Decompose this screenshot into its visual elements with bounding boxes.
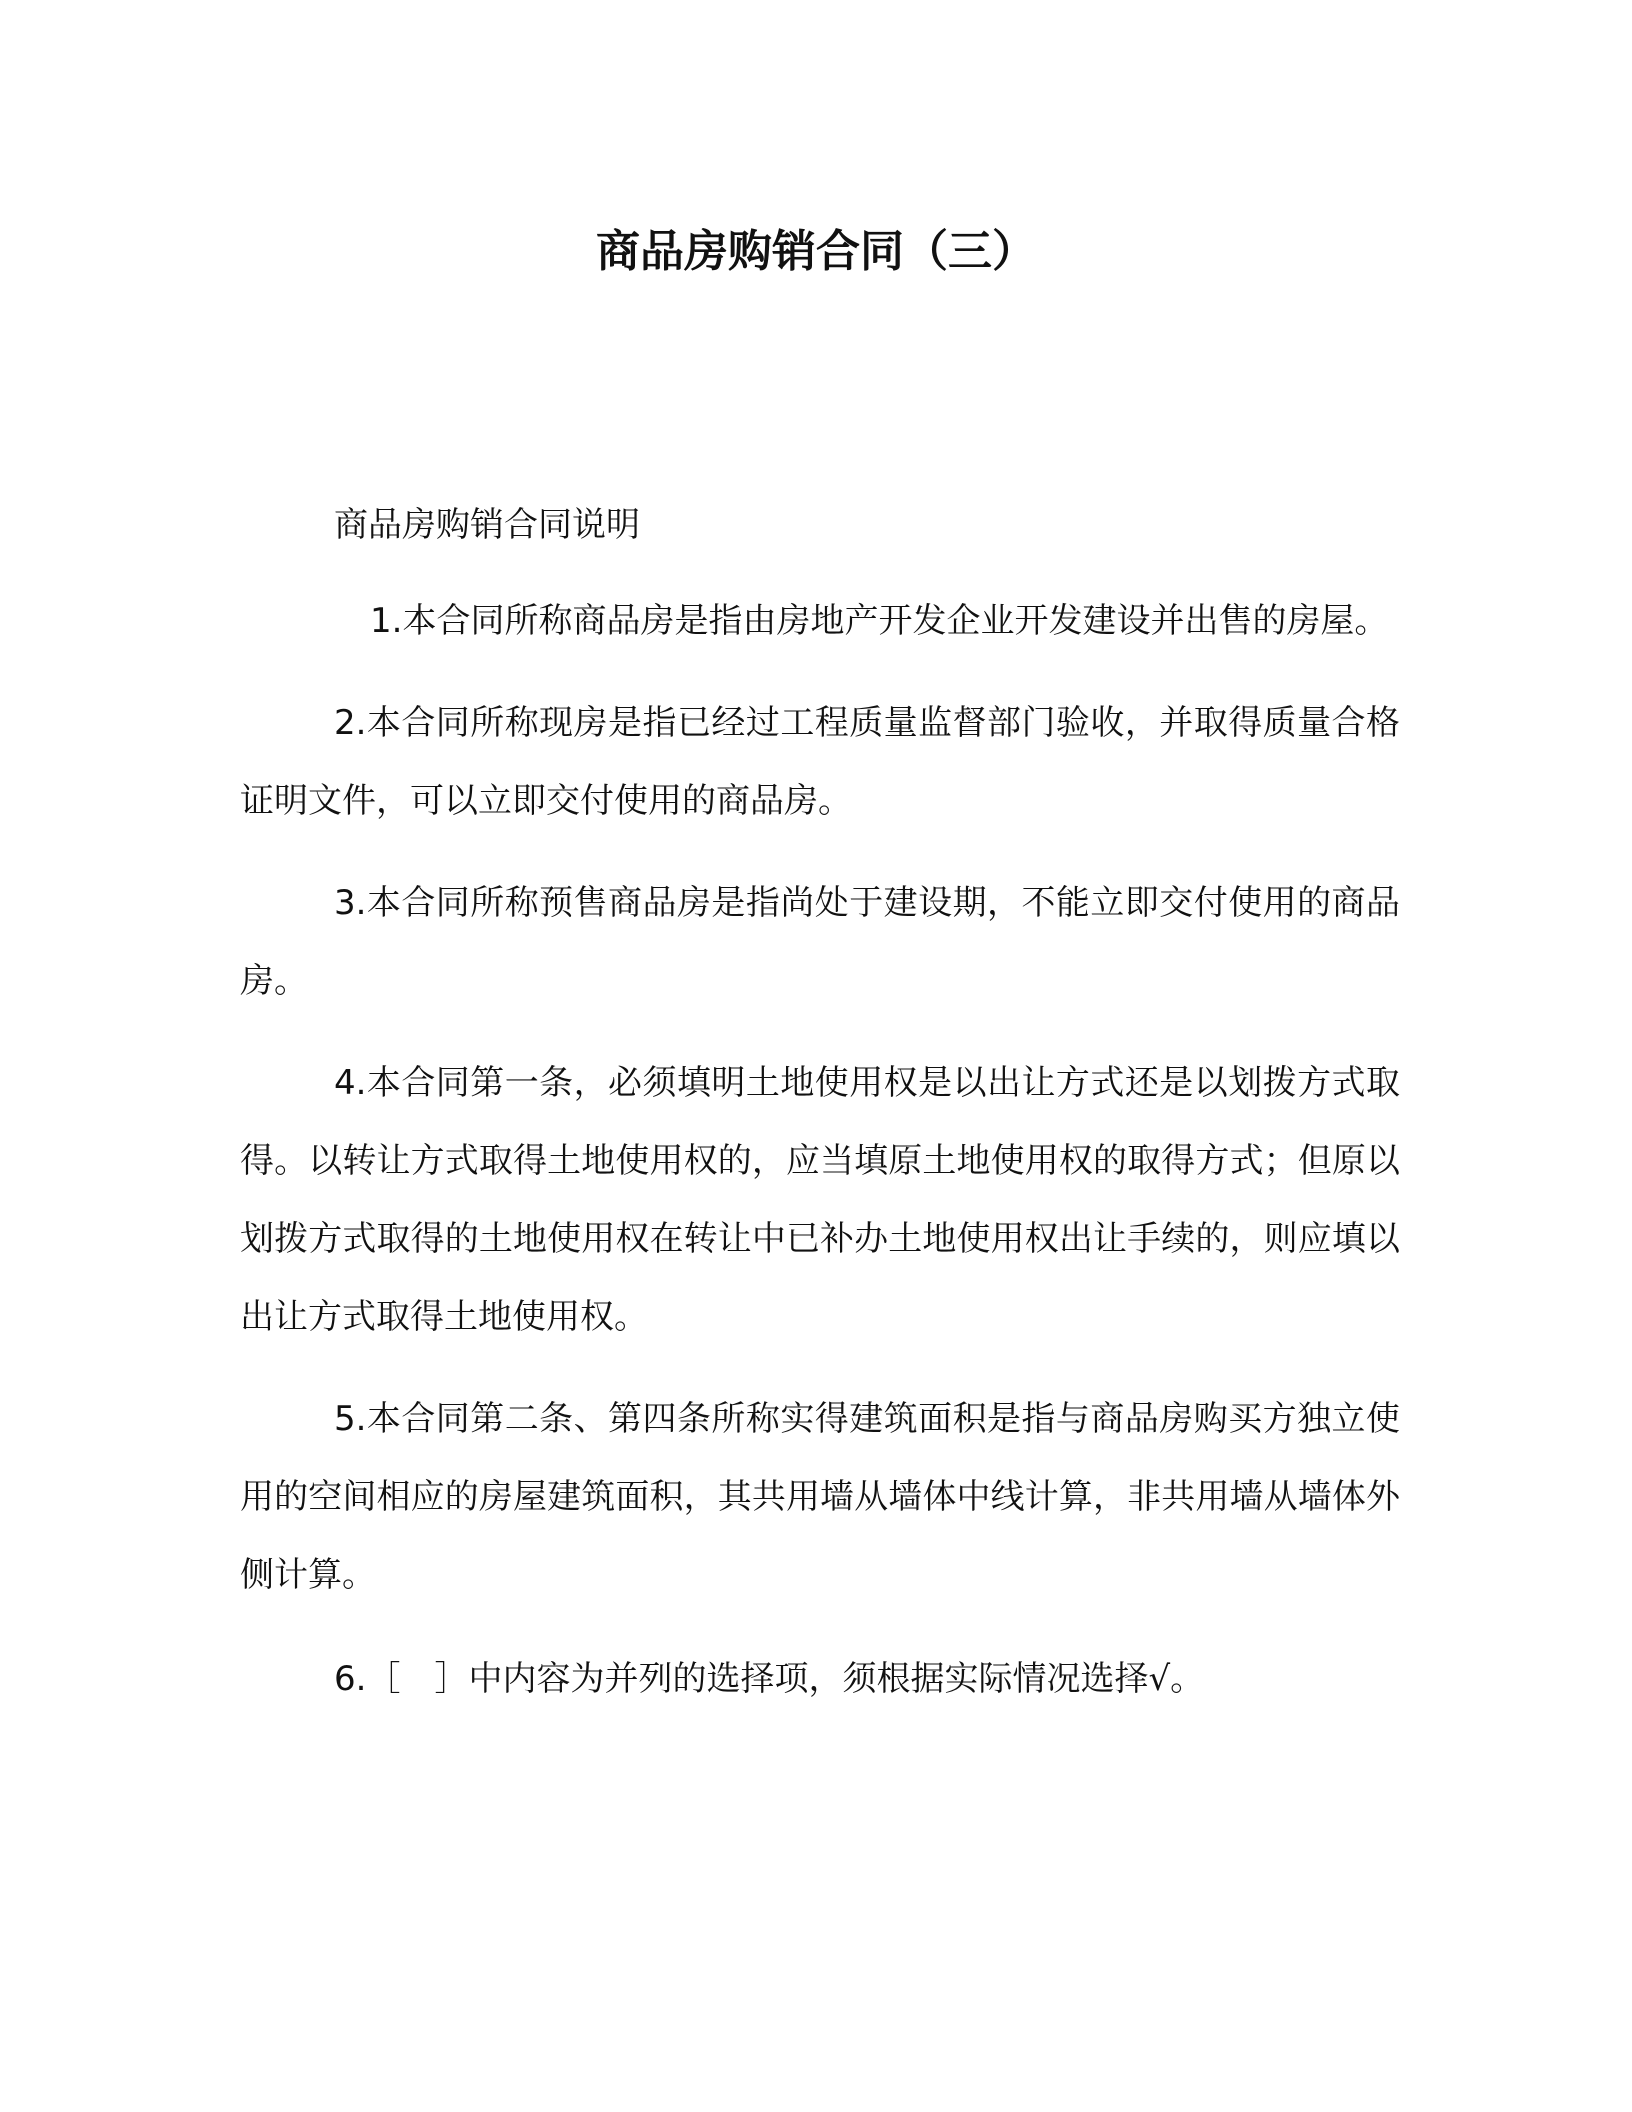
clause-5: 5.本合同第二条、第四条所称实得建筑面积是指与商品房购买方独立使用的空间相应的房屋建筑面积，其共用墙从墙体中线计算，非共用墙从墙体外侧计算。 (240, 1399, 1400, 1595)
clause-4: 4.本合同第一条，必须填明土地使用权是以出让方式还是以划拨方式取得。以转让方式取得土地使用权的，应当填原土地使用权的取得方式；但原以划拨方式取得的土地使用权在转让中已补办土地使用权出让手续的，则应填以出让方式取得土地使用权。 (240, 1063, 1400, 1337)
clause-6: 6.［ ］中内容为并列的选择项，须根据实际情况选择√。 (334, 1659, 1205, 1699)
document-title: 商品房购销合同（三） (596, 226, 1036, 277)
clause-3: 3.本合同所称预售商品房是指尚处于建设期，不能立即交付使用的商品房。 (240, 883, 1400, 1001)
clause-2: 2.本合同所称现房是指已经过工程质量监督部门验收，并取得质量合格证明文件，可以立即交付使用的商品房。 (240, 703, 1400, 821)
document-body (240, 486, 1400, 1718)
clause-1: 1.本合同所称商品房是指由房地产开发企业开发建设并出售的房屋。 (370, 601, 1389, 641)
section-heading: 商品房购销合同说明 (334, 505, 640, 545)
